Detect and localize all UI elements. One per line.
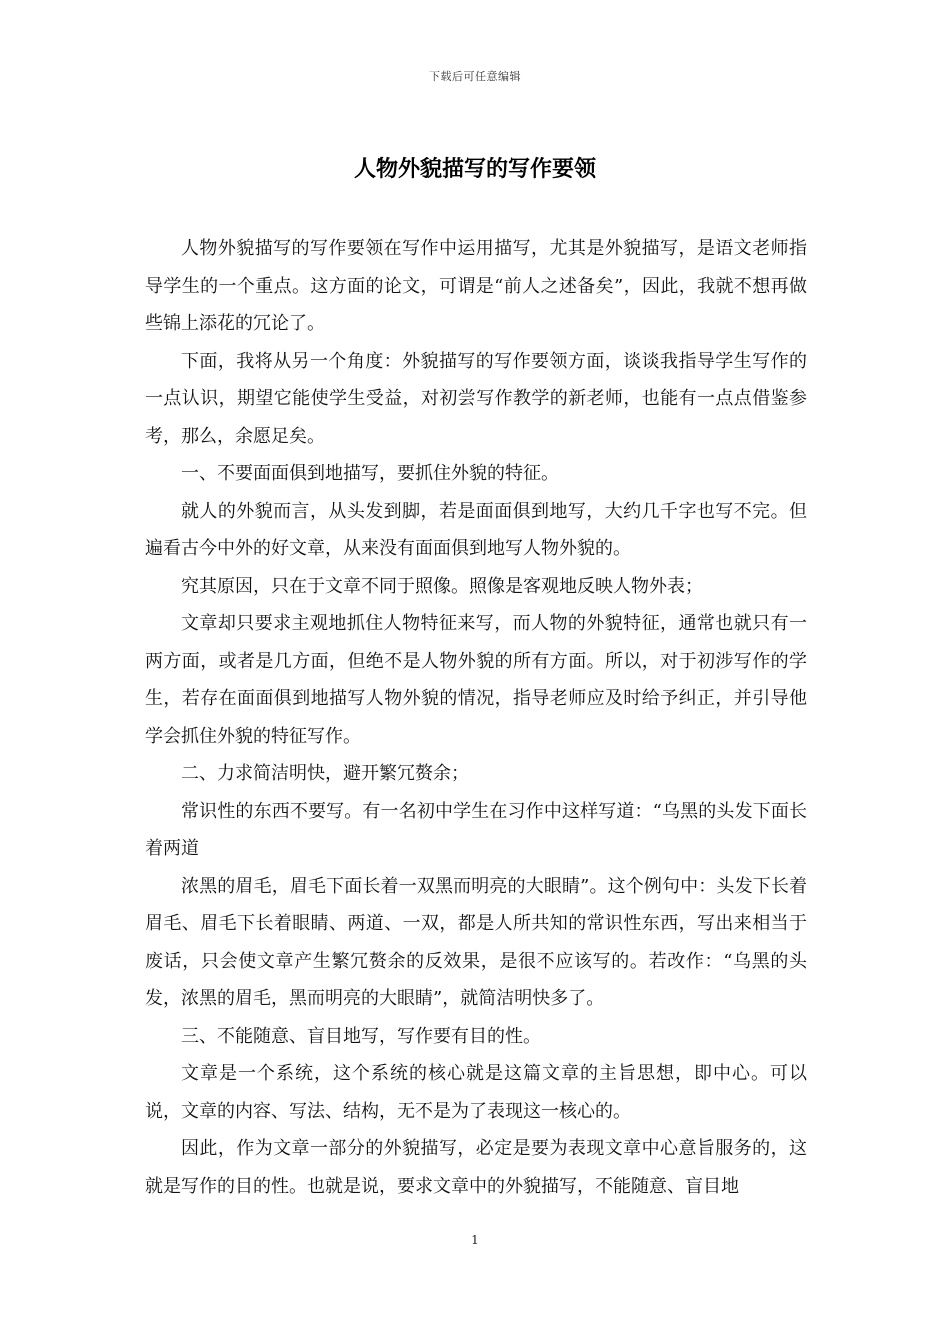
paragraph: 浓黑的眉毛，眉毛下面长着一双黑而明亮的大眼睛”。这个例句中：头发下长着眉毛、眉毛下长着眼睛、两道、一双，都是人所共知的常识性东西，写出来相当于废话，只会使文章产生繁冗赘余的反效果，是很不应该写的。若改作：“乌黑的头发，浓黑的眉毛，黑而明亮的大眼睛”，就简洁明快多了。	[145, 875, 807, 1009]
document-body	[145, 230, 807, 1205]
section-heading: 一、不要面面俱到地描写，要抓住外貌的特征。	[181, 463, 559, 484]
paragraph: 因此，作为文章一部分的外貌描写，必定是要为表现文章中心意旨服务的，这就是写作的目的性。也就是说，要求文章中的外貌描写，不能随意、盲目地	[145, 1138, 807, 1197]
header-note: 下载后可任意编辑	[429, 70, 521, 83]
document-title: 人物外貌描写的写作要领	[353, 156, 596, 182]
paragraph: 就人的外貌而言，从头发到脚，若是面面俱到地写，大约几千字也写不完。但遍看古今中外的好文章，从来没有面面俱到地写人物外貌的。	[145, 500, 807, 559]
paragraph: 文章却只要求主观地抓住人物特征来写，而人物的外貌特征，通常也就只有一两方面，或者是几方面，但绝不是人物外貌的所有方面。所以，对于初涉写作的学生，若存在面面俱到地描写人物外貌的情况，指导老师应及时给予纠正，并引导他学会抓住外貌的特征写作。	[145, 613, 807, 747]
paragraph: 常识性的东西不要写。有一名初中学生在习作中这样写道：“乌黑的头发下面长着两道	[145, 800, 807, 859]
section-heading: 三、不能随意、盲目地写，写作要有目的性。	[181, 1025, 541, 1047]
section-heading: 二、力求简洁明快，避开繁冗赘余；	[181, 763, 469, 784]
paragraph: 究其原因，只在于文章不同于照像。照像是客观地反映人物外表；	[181, 575, 703, 597]
paragraph: 人物外貌描写的写作要领在写作中运用描写，尤其是外貌描写，是语文老师指导学生的一个重点。这方面的论文，可谓是“前人之述备矣”，因此，我就不想再做些锦上添花的冗论了。	[145, 238, 807, 334]
page-number: 1	[471, 1233, 479, 1247]
paragraph: 文章是一个系统，这个系统的核心就是这篇文章的主旨思想，即中心。可以说，文章的内容、写法、结构，无不是为了表现这一核心的。	[145, 1063, 807, 1122]
paragraph: 下面，我将从另一个角度：外貌描写的写作要领方面，谈谈我指导学生写作的一点认识，期望它能使学生受益，对初尝写作教学的新老师，也能有一点点借鉴参考，那么，余愿足矣。	[145, 350, 807, 447]
